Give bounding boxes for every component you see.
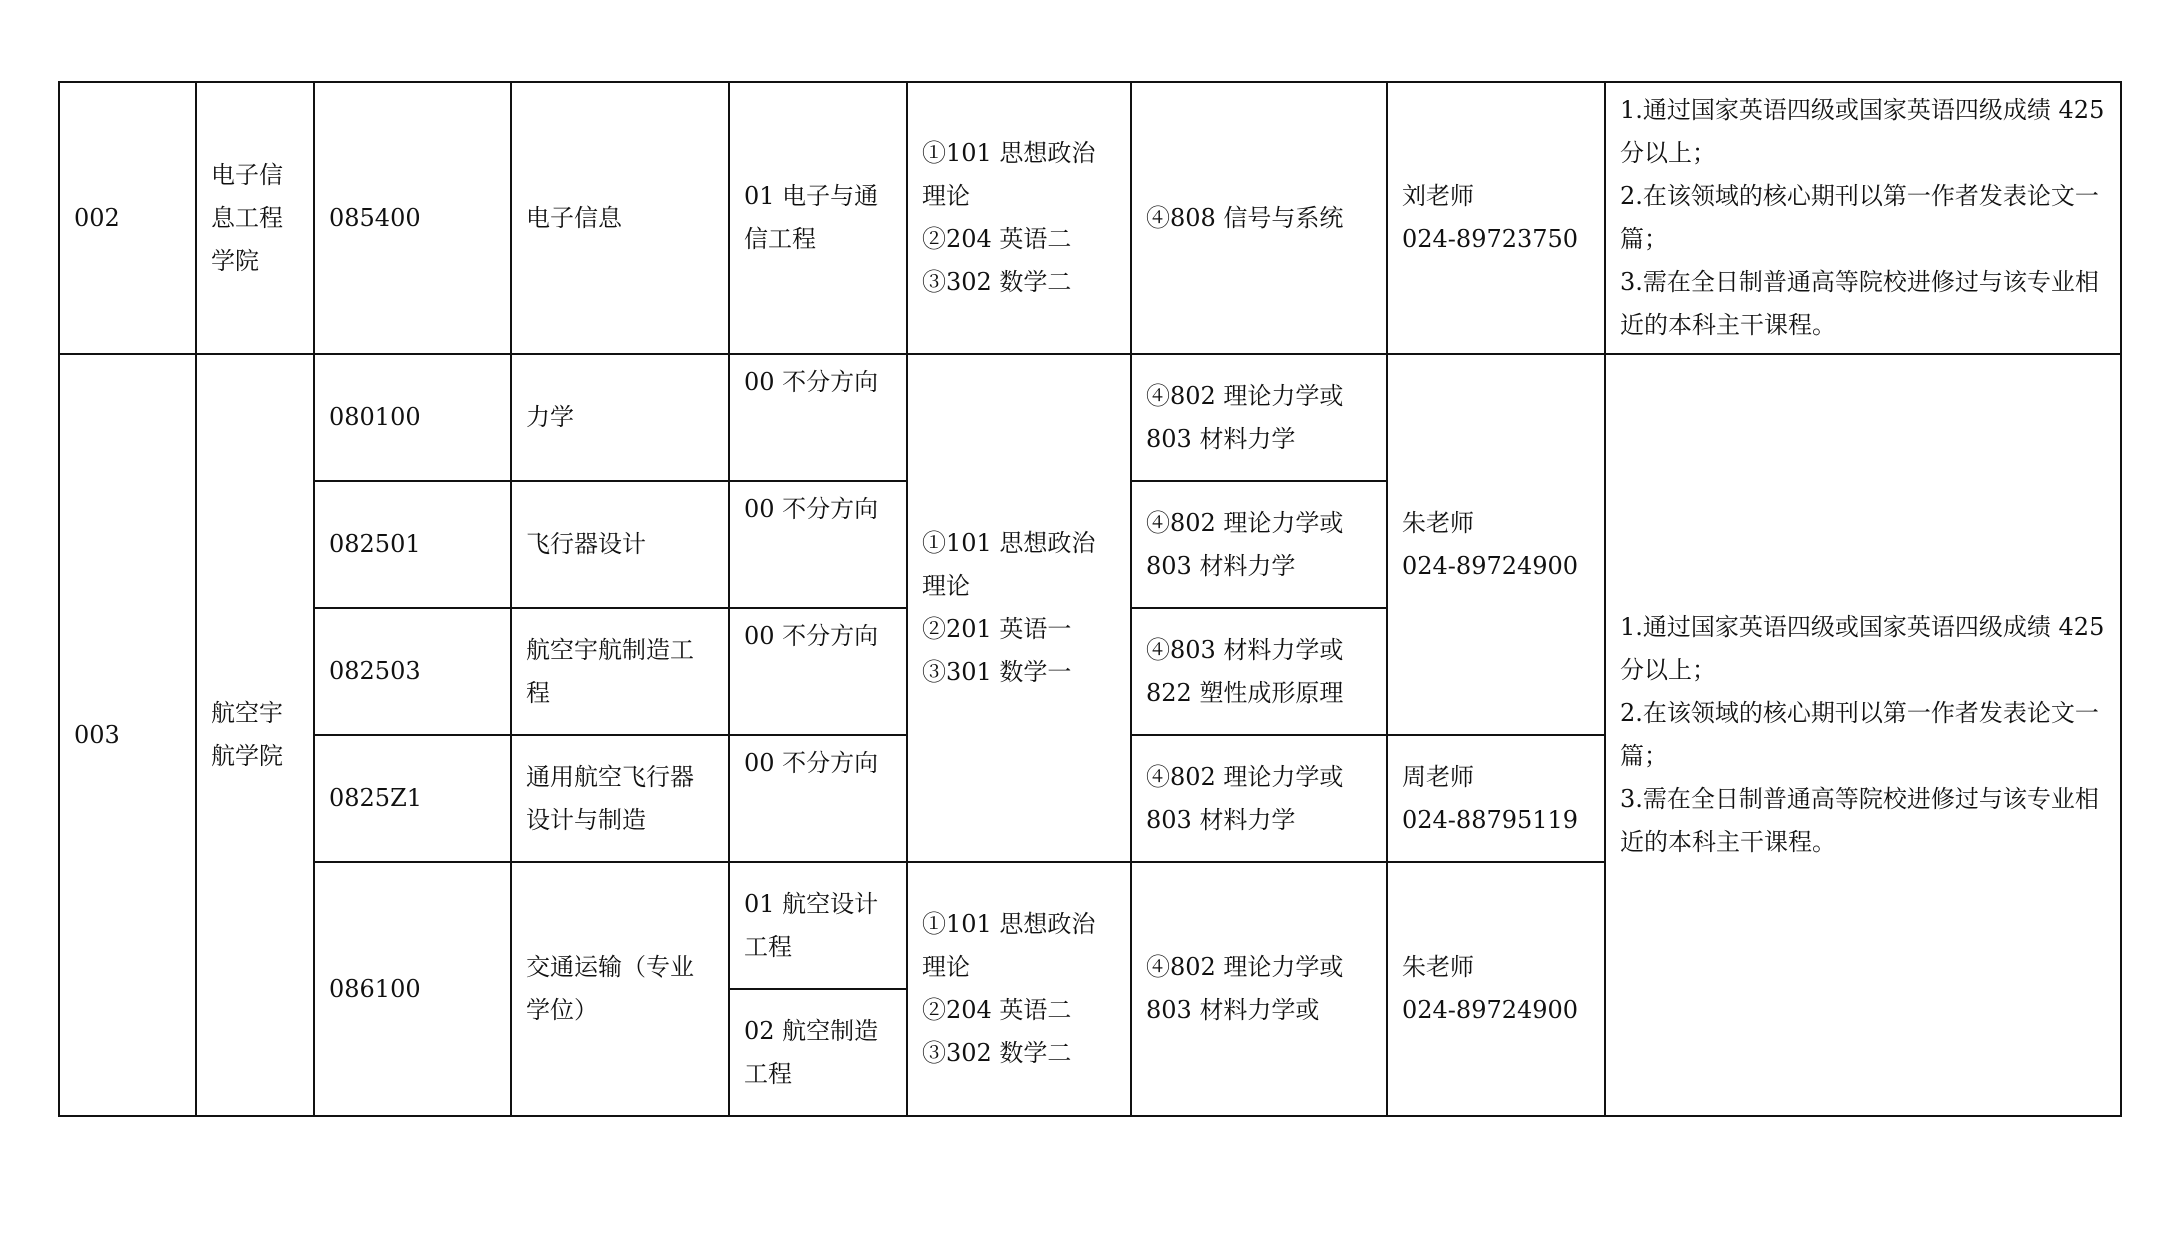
research-direction-cell: 00 不分方向	[729, 481, 907, 608]
major-name-cell: 交通运输（专业学位）	[511, 862, 729, 1116]
requirements-cell	[1605, 82, 2121, 354]
professional-course-cell	[1131, 862, 1387, 1116]
exam-subjects-cell	[907, 862, 1131, 1116]
exam-subjects-cell	[907, 354, 1131, 862]
major-code-cell: 0825Z1	[314, 735, 511, 862]
exam-subject: ①101 思想政治理论	[922, 529, 1096, 600]
exam-subject: ③302 数学二	[922, 1039, 1072, 1067]
professional-course: 803 材料力学	[1146, 805, 1296, 834]
exam-subject: ②204 英语二	[922, 225, 1072, 253]
admissions-table	[58, 81, 2122, 1117]
professional-course: 803 材料力学或	[1146, 996, 1320, 1024]
table-row-080100	[59, 354, 2121, 481]
research-direction-cell: 00 不分方向	[729, 354, 907, 481]
research-direction-cell: 01 航空设计工程	[729, 862, 907, 989]
major-name-cell: 电子信息	[511, 82, 729, 354]
exam-subject: ②201 英语一	[922, 615, 1072, 643]
major-name-cell: 力学	[511, 354, 729, 481]
contact-name: 刘老师	[1402, 182, 1474, 210]
contact-cell	[1387, 354, 1605, 735]
requirement-item: 2.在该领域的核心期刊以第一作者发表论文一篇；	[1620, 699, 2099, 770]
exam-subjects-cell	[907, 82, 1131, 354]
professional-course-cell: ④808 信号与系统	[1131, 82, 1387, 354]
research-direction-cell: 00 不分方向	[729, 608, 907, 735]
exam-subject: ①101 思想政治理论	[922, 910, 1096, 981]
requirements-cell	[1605, 354, 2121, 1116]
contact-phone: 024-89724900	[1402, 996, 1579, 1024]
college-number-cell: 003	[59, 354, 196, 1116]
exam-subject: ③301 数学一	[922, 658, 1072, 686]
professional-course: 822 塑性成形原理	[1146, 678, 1344, 707]
research-direction-cell: 00 不分方向	[729, 735, 907, 862]
research-direction-cell: 01 电子与通信工程	[729, 82, 907, 354]
major-name-cell: 航空宇航制造工程	[511, 608, 729, 735]
major-name-cell: 飞行器设计	[511, 481, 729, 608]
exam-subject: ②204 英语二	[922, 996, 1072, 1024]
exam-subject: ③302 数学二	[922, 268, 1072, 296]
contact-phone: 024-88795119	[1402, 805, 1579, 834]
professional-course: 803 材料力学	[1146, 551, 1296, 580]
major-code-cell: 080100	[314, 354, 511, 481]
contact-name: 周老师	[1402, 762, 1474, 791]
professional-course-cell	[1131, 608, 1387, 735]
professional-course: 803 材料力学	[1146, 424, 1296, 453]
professional-course: ④803 材料力学或	[1146, 635, 1344, 664]
contact-name: 朱老师	[1402, 508, 1474, 537]
contact-phone: 024-89724900	[1402, 551, 1579, 580]
contact-name: 朱老师	[1402, 953, 1474, 981]
requirement-item: 2.在该领域的核心期刊以第一作者发表论文一篇；	[1620, 182, 2099, 253]
professional-course: ④802 理论力学或	[1146, 953, 1344, 981]
contact-cell	[1387, 862, 1605, 1116]
requirement-item: 3.需在全日制普通高等院校进修过与该专业相近的本科主干课程。	[1620, 268, 2099, 339]
contact-phone: 024-89723750	[1402, 225, 1579, 253]
requirement-item: 1.通过国家英语四级或国家英语四级成绩 425 分以上；	[1620, 613, 2105, 684]
exam-subject: ①101 思想政治理论	[922, 139, 1096, 210]
professional-course-cell	[1131, 735, 1387, 862]
professional-course-cell	[1131, 481, 1387, 608]
major-name-cell: 通用航空飞行器设计与制造	[511, 735, 729, 862]
table-row-002	[59, 82, 2121, 354]
research-direction-cell: 02 航空制造工程	[729, 989, 907, 1116]
college-name-cell: 航空宇航学院	[196, 354, 314, 1116]
professional-course: ④802 理论力学或	[1146, 381, 1344, 410]
requirement-item: 1.通过国家英语四级或国家英语四级成绩 425 分以上；	[1620, 96, 2105, 167]
college-number-cell: 002	[59, 82, 196, 354]
contact-cell	[1387, 82, 1605, 354]
major-code-cell: 082501	[314, 481, 511, 608]
professional-course: ④802 理论力学或	[1146, 762, 1344, 791]
contact-cell	[1387, 735, 1605, 862]
professional-course: ④802 理论力学或	[1146, 508, 1344, 537]
professional-course-cell	[1131, 354, 1387, 481]
major-code-cell: 085400	[314, 82, 511, 354]
college-name-cell: 电子信息工程学院	[196, 82, 314, 354]
major-code-cell: 082503	[314, 608, 511, 735]
requirement-item: 3.需在全日制普通高等院校进修过与该专业相近的本科主干课程。	[1620, 785, 2099, 856]
major-code-cell: 086100	[314, 862, 511, 1116]
